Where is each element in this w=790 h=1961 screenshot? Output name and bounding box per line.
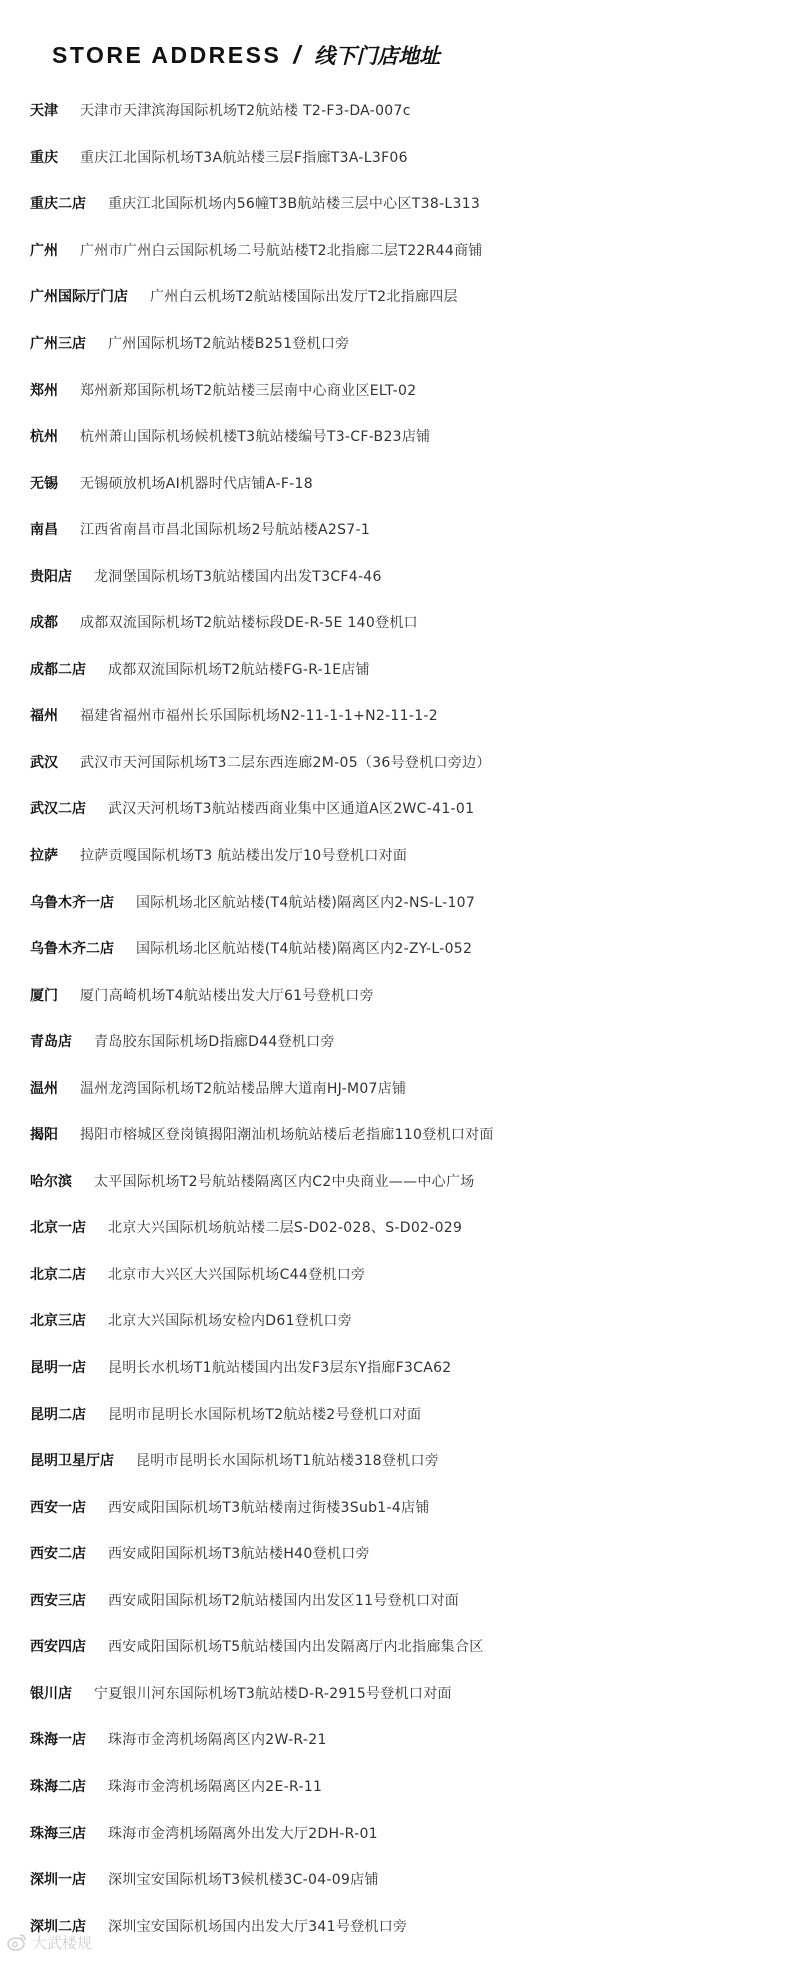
store-address: 青岛胶东国际机场D指廊D44登机口旁: [94, 1034, 335, 1051]
store-address: 重庆江北国际机场内56幢T3B航站楼三层中心区T38-L313: [108, 196, 481, 213]
store-address: 揭阳市榕城区登岗镇揭阳潮汕机场航站楼后老指廊110登机口对面: [80, 1127, 494, 1144]
store-address: 国际机场北区航站楼(T4航站楼)隔离区内2-NS-L-107: [136, 894, 476, 911]
store-city: 拉萨: [30, 848, 58, 865]
store-row: [30, 1809, 770, 1856]
store-address: 昆明长水机场T1航站楼国内出发F3层东Y指廊F3CA62: [108, 1360, 452, 1377]
store-city: 重庆: [30, 149, 58, 166]
store-city: 揭阳: [30, 1127, 58, 1144]
title-english: STORE ADDRESS: [52, 41, 282, 68]
store-city: 昆明二店: [30, 1406, 86, 1423]
watermark-text: 大武楼规: [32, 1933, 93, 1952]
store-address: 厦门高崎机场T4航站楼出发大厅61号登机口旁: [80, 987, 374, 1004]
store-address: 温州龙湾国际机场T2航站楼品牌大道南HJ-M07店铺: [80, 1080, 407, 1097]
store-city: 杭州: [30, 429, 58, 446]
store-row: [30, 1483, 770, 1530]
store-city: 贵阳店: [30, 568, 72, 585]
store-city: 西安一店: [30, 1499, 86, 1516]
store-city: 北京二店: [30, 1266, 86, 1283]
store-city: 珠海二店: [30, 1778, 86, 1795]
store-address: 北京市大兴区大兴国际机场C44登机口旁: [108, 1266, 366, 1283]
store-address: 成都双流国际机场T2航站楼标段DE-R-5E 140登机口: [80, 615, 418, 632]
store-city: 武汉二店: [30, 801, 86, 818]
store-row: [30, 1204, 770, 1251]
store-row: [30, 878, 770, 925]
store-row: [30, 320, 770, 367]
store-address: 北京大兴国际机场安检内D61登机口旁: [108, 1313, 352, 1330]
store-city: 青岛店: [30, 1034, 72, 1051]
store-address: 广州国际机场T2航站楼B251登机口旁: [108, 336, 350, 352]
store-address: 江西省南昌市昌北国际机场2号航站楼A2S7-1: [80, 522, 371, 539]
store-row: [30, 692, 770, 739]
store-row: [30, 646, 770, 693]
store-city: 福州: [30, 708, 58, 725]
store-city: 郑州: [30, 382, 58, 399]
store-row: [30, 459, 770, 506]
store-row: [30, 1623, 770, 1670]
store-city: 珠海一店: [30, 1732, 86, 1749]
store-row: [30, 1716, 770, 1763]
store-row: [30, 1670, 770, 1717]
store-row: [30, 1530, 770, 1577]
store-address: 国际机场北区航站楼(T4航站楼)隔离区内2-ZY-L-052: [136, 941, 473, 958]
store-row: [30, 1111, 770, 1158]
store-city: 温州: [30, 1080, 58, 1097]
title-chinese: 线下门店地址: [314, 44, 441, 68]
store-city: 银川店: [30, 1685, 72, 1702]
store-address: 无锡硕放机场AI机器时代店铺A-F-18: [80, 475, 313, 492]
store-address: 深圳宝安国际机场国内出发大厅341号登机口旁: [108, 1918, 408, 1935]
store-address: 广州白云机场T2航站楼国际出发厅T2北指廊四层: [150, 289, 458, 306]
store-row: [30, 413, 770, 460]
store-address: 重庆江北国际机场T3A航站楼三层F指廊T3A-L3F06: [80, 149, 408, 166]
store-address-list: [30, 87, 770, 1949]
watermark: [6, 1930, 92, 1954]
store-row: [30, 1064, 770, 1111]
store-row: [30, 506, 770, 553]
store-city: 广州国际厅门店: [30, 289, 128, 306]
store-address: 杭州萧山国际机场候机楼T3航站楼编号T3-CF-B23店铺: [80, 429, 431, 446]
store-city: 广州: [30, 242, 58, 259]
store-address: 昆明市昆明长水国际机场T2航站楼2号登机口对面: [108, 1406, 422, 1423]
store-row: [30, 971, 770, 1018]
store-city: 成都: [30, 615, 58, 632]
store-city: 天津: [30, 103, 58, 120]
store-row: [30, 1297, 770, 1344]
store-row: [30, 87, 770, 134]
store-city: 南昌: [30, 522, 58, 539]
store-row: [30, 1158, 770, 1205]
store-row: [30, 1437, 770, 1484]
store-address: 宁夏银川河东国际机场T3航站楼D-R-2915号登机口对面: [94, 1685, 452, 1702]
store-city: 西安四店: [30, 1639, 86, 1656]
store-city: 乌鲁木齐二店: [30, 941, 114, 958]
store-address: 珠海市金湾机场隔离区内2W-R-21: [108, 1732, 327, 1749]
weibo-logo-icon: [6, 1931, 28, 1953]
store-row: [30, 785, 770, 832]
store-address: 西安咸阳国际机场T3航站楼南过街楼3Sub1-4店铺: [108, 1499, 430, 1516]
title-separator: /: [293, 40, 301, 69]
store-city: 无锡: [30, 475, 58, 492]
store-city: 乌鲁木齐一店: [30, 894, 114, 911]
store-city: 北京三店: [30, 1313, 86, 1330]
store-address: 西安咸阳国际机场T5航站楼国内出发隔离厅内北指廊集合区: [108, 1639, 484, 1656]
store-address: 西安咸阳国际机场T2航站楼国内出发区11号登机口对面: [108, 1592, 460, 1609]
store-row: [30, 1902, 770, 1949]
store-address: 郑州新郑国际机场T2航站楼三层南中心商业区ELT-02: [80, 382, 417, 399]
store-city: 珠海三店: [30, 1825, 86, 1842]
store-address: 武汉天河机场T3航站楼西商业集中区通道A区2WC-41-01: [108, 801, 475, 818]
store-row: [30, 180, 770, 227]
store-address: 昆明市昆明长水国际机场T1航站楼318登机口旁: [136, 1453, 440, 1470]
store-address: 拉萨贡嘎国际机场T3 航站楼出发厅10号登机口对面: [80, 848, 408, 865]
store-row: [30, 832, 770, 879]
store-address: 北京大兴国际机场航站楼二层S-D02-028、S-D02-029: [108, 1220, 463, 1237]
store-row: [30, 739, 770, 786]
store-city: 武汉: [30, 754, 58, 771]
store-row: [30, 227, 770, 274]
store-row: [30, 1251, 770, 1298]
store-address: 龙洞堡国际机场T3航站楼国内出发T3CF4-46: [94, 568, 382, 585]
store-address: 天津市天津滨海国际机场T2航站楼 T2-F3-DA-007c: [80, 103, 411, 120]
store-row: [30, 1018, 770, 1065]
store-row: [30, 1856, 770, 1903]
store-city: 昆明卫星厅店: [30, 1453, 114, 1470]
store-city: 广州三店: [30, 336, 86, 352]
store-row: [30, 1390, 770, 1437]
store-address: 太平国际机场T2号航站楼隔离区内C2中央商业——中心广场: [94, 1173, 475, 1190]
store-row: [30, 1577, 770, 1624]
store-address: 福建省福州市福州长乐国际机场N2-11-1-1+N2-11-1-2: [80, 708, 438, 725]
store-city: 西安三店: [30, 1592, 86, 1609]
store-row: [30, 1763, 770, 1810]
store-row: [30, 134, 770, 181]
store-city: 深圳二店: [30, 1918, 86, 1935]
store-address: 成都双流国际机场T2航站楼FG-R-1E店铺: [108, 661, 370, 678]
store-row: [30, 925, 770, 972]
store-city: 北京一店: [30, 1220, 86, 1237]
page-title: [52, 38, 440, 72]
store-row: [30, 552, 770, 599]
store-address: 武汉市天河国际机场T3二层东西连廊2M-05（36号登机口旁边）: [80, 754, 491, 771]
store-city: 成都二店: [30, 661, 86, 678]
store-address: 西安咸阳国际机场T3航站楼H40登机口旁: [108, 1546, 370, 1563]
store-address: 珠海市金湾机场隔离外出发大厅2DH-R-01: [108, 1825, 378, 1842]
store-city: 重庆二店: [30, 196, 86, 213]
store-row: [30, 1344, 770, 1391]
store-row: [30, 599, 770, 646]
store-row: [30, 366, 770, 413]
store-address: 珠海市金湾机场隔离区内2E-R-11: [108, 1778, 323, 1795]
store-city: 西安二店: [30, 1546, 86, 1563]
store-city: 哈尔滨: [30, 1173, 72, 1190]
store-city: 昆明一店: [30, 1360, 86, 1377]
store-row: [30, 273, 770, 320]
store-city: 厦门: [30, 987, 58, 1004]
store-address: 广州市广州白云国际机场二号航站楼T2北指廊二层T22R44商铺: [80, 242, 483, 259]
store-city: 深圳一店: [30, 1872, 86, 1889]
store-address: 深圳宝安国际机场T3候机楼3C-04-09店铺: [108, 1872, 379, 1889]
